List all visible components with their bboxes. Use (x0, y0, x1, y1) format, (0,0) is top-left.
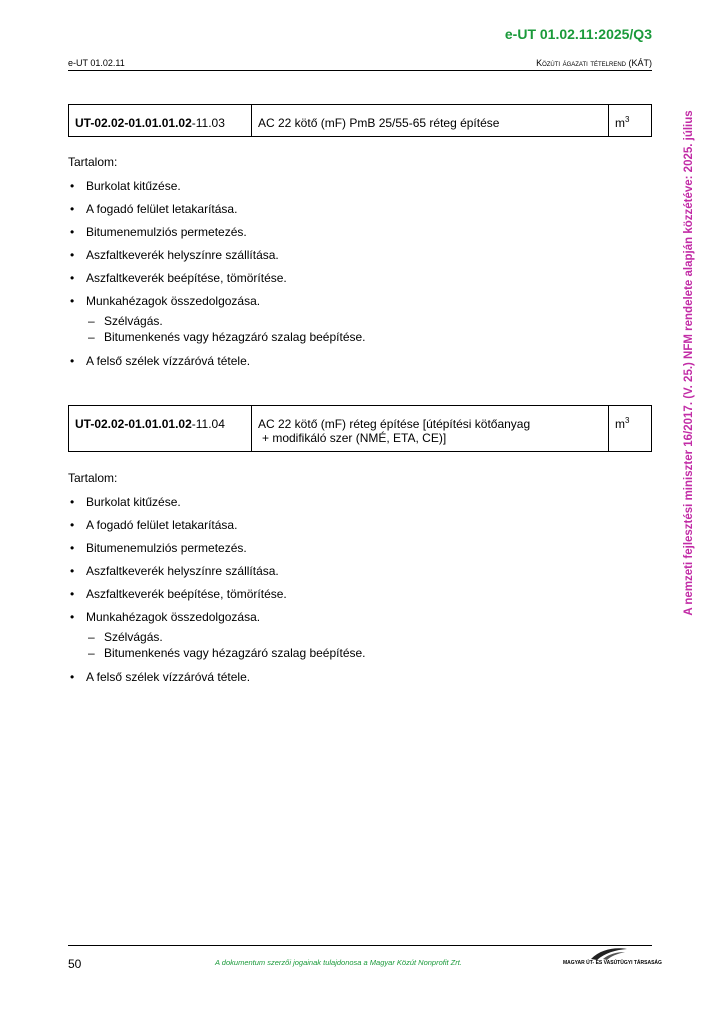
item-code: UT-02.02-01.01.01.02-11.03 (69, 105, 252, 137)
copyright-notice: A dokumentum szerzői jogainak tulajdonosa a Magyar Közút Nonprofit Zrt. (215, 958, 462, 967)
list-item: • Bitumenemulziós permetezés. (70, 225, 247, 239)
list-item: • Munkahézagok összedolgozása. – Szélvágás. – Bitumenkenés vagy hézagzáró szalag beépítése. (68, 294, 628, 345)
footer-divider (68, 945, 652, 946)
item-unit: $m^3$ (609, 406, 652, 452)
logo-text: MAGYAR ÚT- ÉS VASÚTÜGYI TÁRSASÁG (563, 960, 662, 966)
header-right-title: Közúti ágazati tételrend (KÁT) (536, 58, 652, 68)
road-swoosh-icon (589, 947, 629, 961)
list-item: • Aszfaltkeverék helyszínre szállítása. (70, 248, 279, 262)
list-item: • A felső szélek vízzáróvá tétele. (70, 670, 251, 684)
sub-list (86, 313, 628, 345)
list-item: • Aszfaltkeverék beépítése, tömörítése. (70, 587, 287, 601)
item-code: UT-02.02-01.01.01.02-11.04 (69, 406, 252, 452)
content-title: Tartalom: (68, 155, 118, 169)
item-content-1 (68, 155, 628, 377)
sub-list-item: – Bitumenkenés vagy hézagzáró szalag beépítése. (88, 330, 366, 344)
list-item: • Bitumenemulziós permetezés. (70, 541, 247, 555)
sub-list (86, 629, 628, 661)
content-list (68, 495, 628, 684)
item-content-2 (68, 471, 628, 693)
item-description: AC 22 kötő (mF) réteg építése [útépítési kötőanyag + modifikáló szer (NMÉ, ETA, CE)] (252, 406, 609, 452)
list-item: • A felső szélek vízzáróvá tétele. (70, 354, 251, 368)
list-item: • Aszfaltkeverék helyszínre szállítása. (70, 564, 279, 578)
page-number: 50 (68, 957, 82, 971)
item-table-2 (68, 405, 652, 452)
list-item: • A fogadó felület letakarítása. (70, 202, 238, 216)
document-code: e-UT 01.02.11:2025/Q3 (504, 26, 652, 42)
header-divider (68, 70, 652, 71)
item-description: AC 22 kötő (mF) PmB 25/55-65 réteg építése (252, 105, 609, 137)
side-publication-note: A nemzeti fejlesztési miniszter 16/2017. (V. 25.) NFM rendelete alapján közzétéve: 2025. július (683, 110, 695, 616)
content-list (68, 179, 628, 368)
sub-list-item: – Szélvágás. (88, 630, 163, 644)
list-item: • Munkahézagok összedolgozása. – Szélvágás. – Bitumenkenés vagy hézagzáró szalag beépítése. (68, 610, 628, 661)
sub-list-item: – Szélvágás. (88, 314, 163, 328)
list-item: • Aszfaltkeverék beépítése, tömörítése. (70, 271, 287, 285)
list-item: • Burkolat kitűzése. (70, 179, 181, 193)
item-table-1 (68, 104, 652, 137)
item-unit: $m^3$ (609, 105, 652, 137)
header-left-code: e-UT 01.02.11 (68, 58, 125, 68)
list-item: • Burkolat kitűzése. (70, 495, 181, 509)
content-title: Tartalom: (68, 471, 118, 485)
publisher-logo (563, 947, 662, 971)
list-item: • A fogadó felület letakarítása. (70, 518, 238, 532)
sub-list-item: – Bitumenkenés vagy hézagzáró szalag beépítése. (88, 646, 366, 660)
